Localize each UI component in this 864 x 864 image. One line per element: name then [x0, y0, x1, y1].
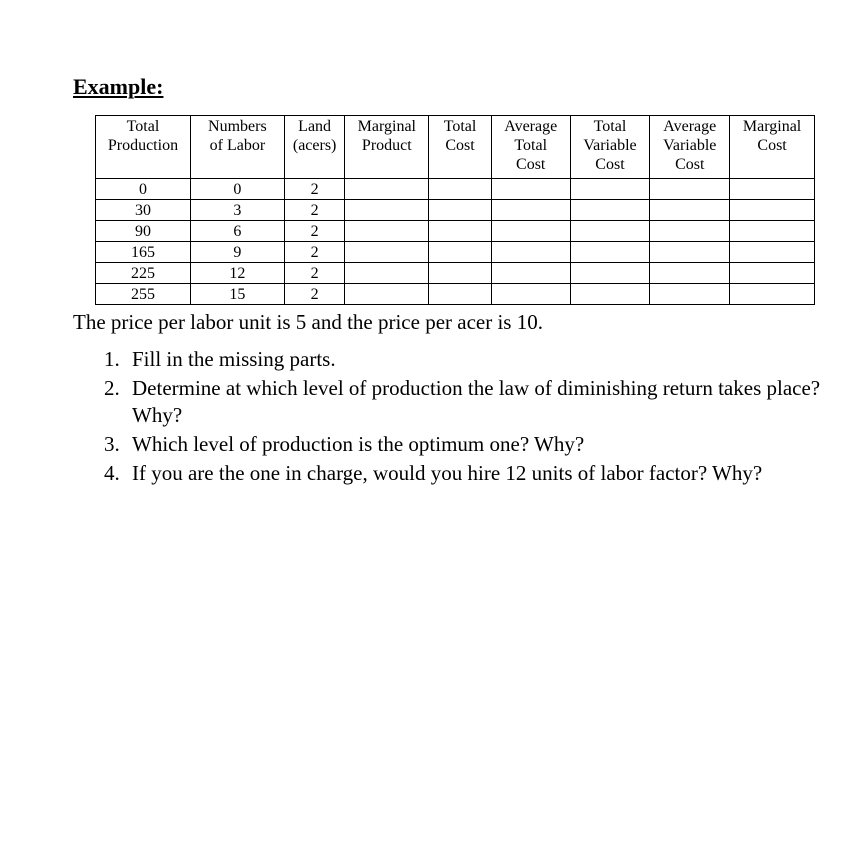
table-cell [570, 284, 650, 305]
table-cell [570, 263, 650, 284]
table-cell: 2 [284, 200, 345, 221]
table-cell: 15 [190, 284, 284, 305]
question-text: If you are the one in charge, would you hire 12 units of labor factor? Why? [132, 461, 763, 485]
table-row [96, 284, 815, 305]
table-cell [570, 179, 650, 200]
table-cell [491, 242, 570, 263]
table-cell [730, 242, 815, 263]
table-row [96, 179, 815, 200]
table-cell: 0 [96, 179, 191, 200]
table-cell [650, 242, 730, 263]
list-item [104, 346, 822, 373]
table-cell: 12 [190, 263, 284, 284]
question-number: 4. [104, 461, 120, 485]
header-land: Land (acers) [284, 116, 345, 179]
list-item [104, 431, 822, 458]
table-cell: 9 [190, 242, 284, 263]
table-cell [345, 179, 429, 200]
question-number: 2. [104, 376, 120, 400]
question-text: Fill in the missing parts. [132, 347, 336, 371]
header-average-variable-cost: Average Variable Cost [650, 116, 730, 179]
table-row [96, 221, 815, 242]
table-cell [650, 200, 730, 221]
table-cell [730, 284, 815, 305]
table-cell [345, 242, 429, 263]
table-cell [491, 221, 570, 242]
table-cell [429, 221, 492, 242]
example-heading: Example: [73, 74, 164, 99]
table-cell [650, 263, 730, 284]
table-cell [730, 179, 815, 200]
table-row [96, 242, 815, 263]
question-number: 3. [104, 432, 120, 456]
table-cell [491, 284, 570, 305]
table-cell: 2 [284, 263, 345, 284]
table-cell: 3 [190, 200, 284, 221]
table-cell: 225 [96, 263, 191, 284]
list-item [104, 460, 822, 487]
table-cell [730, 263, 815, 284]
table-cell: 90 [96, 221, 191, 242]
table-cell [429, 242, 492, 263]
table-cell [491, 179, 570, 200]
table-row [96, 200, 815, 221]
table-cell: 2 [284, 179, 345, 200]
table-cell [491, 263, 570, 284]
table-cell [730, 221, 815, 242]
table-cell [429, 284, 492, 305]
header-total-production: Total Production [96, 116, 191, 179]
table-cell [491, 200, 570, 221]
header-total-cost: Total Cost [429, 116, 492, 179]
price-note: The price per labor unit is 5 and the price per acer is 10. [73, 310, 543, 334]
table-cell: 30 [96, 200, 191, 221]
table-cell [429, 200, 492, 221]
table-cell: 165 [96, 242, 191, 263]
table-cell [345, 284, 429, 305]
table-cell [345, 221, 429, 242]
table-cell [345, 200, 429, 221]
table-cell [570, 221, 650, 242]
header-marginal-product: Marginal Product [345, 116, 429, 179]
table-cell [429, 179, 492, 200]
question-list [104, 346, 822, 489]
table-cell: 2 [284, 221, 345, 242]
table-cell [650, 284, 730, 305]
table-cell: 255 [96, 284, 191, 305]
table-header-row [96, 116, 815, 179]
table-cell: 2 [284, 242, 345, 263]
table-cell: 2 [284, 284, 345, 305]
question-text: Determine at which level of production the law of diminishing return takes place? Why? [132, 376, 821, 427]
production-cost-table [95, 115, 815, 305]
header-numbers-of-labor: Numbers of Labor [190, 116, 284, 179]
table-cell [570, 242, 650, 263]
question-text: Which level of production is the optimum one? Why? [132, 432, 585, 456]
table-cell [429, 263, 492, 284]
header-average-total-cost: Average Total Cost [491, 116, 570, 179]
header-total-variable-cost: Total Variable Cost [570, 116, 650, 179]
table-cell [650, 179, 730, 200]
table-cell [570, 200, 650, 221]
table-cell: 6 [190, 221, 284, 242]
table-cell [730, 200, 815, 221]
list-item [104, 375, 822, 429]
table-cell: 0 [190, 179, 284, 200]
header-marginal-cost: Marginal Cost [730, 116, 815, 179]
table-row [96, 263, 815, 284]
question-number: 1. [104, 347, 120, 371]
table-cell [345, 263, 429, 284]
table-cell [650, 221, 730, 242]
